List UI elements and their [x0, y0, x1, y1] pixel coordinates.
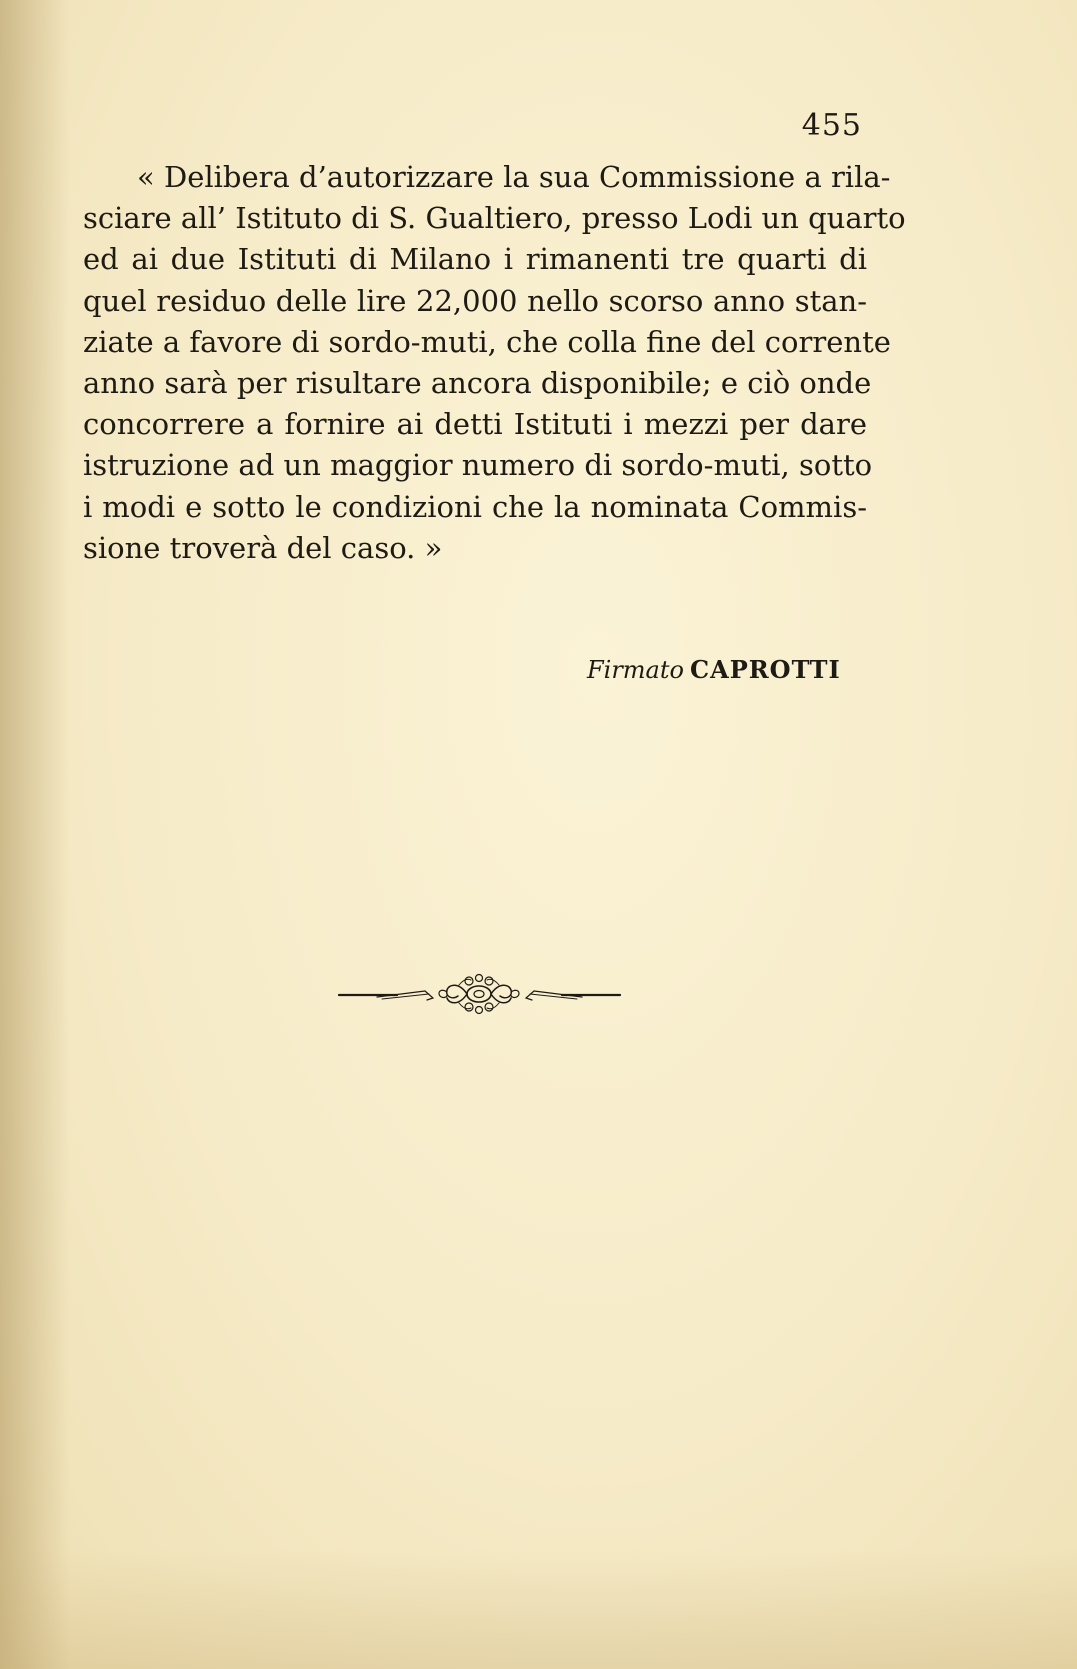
text-line: anno sarà per risultare ancora disponibile; e ciò onde [83, 366, 872, 401]
body-paragraph [83, 157, 906, 569]
page-number: 455 [801, 108, 862, 143]
ornamental-divider-icon [337, 970, 622, 1018]
text-line: « Delibera d’autorizzare la sua Commissione a rila- [137, 160, 891, 194]
text-line: ziate a favore di sordo-muti, che colla fine del corrente [83, 324, 891, 359]
text-line: istruzione ad un maggior numero di sordo-muti, sotto [83, 448, 873, 483]
text-line: concorrere a fornire ai detti Istituti i mezzi per dare [83, 407, 867, 442]
text-line: sione troverà del caso. » [83, 530, 443, 565]
signature [587, 655, 841, 684]
text-line: sciare all’ Istituto di S. Gualtiero, presso Lodi un quarto [83, 201, 906, 236]
signature-name: CAPROTTI [689, 655, 841, 684]
text-line: quel residuo delle lire 22,000 nello scorso anno stan- [83, 283, 867, 318]
text-line: ed ai due Istituti di Milano i rimanenti tre quarti di [83, 242, 867, 277]
text-line: i modi e sotto le condizioni che la nominata Commis- [83, 489, 867, 524]
signature-label: Firmato [587, 656, 684, 684]
